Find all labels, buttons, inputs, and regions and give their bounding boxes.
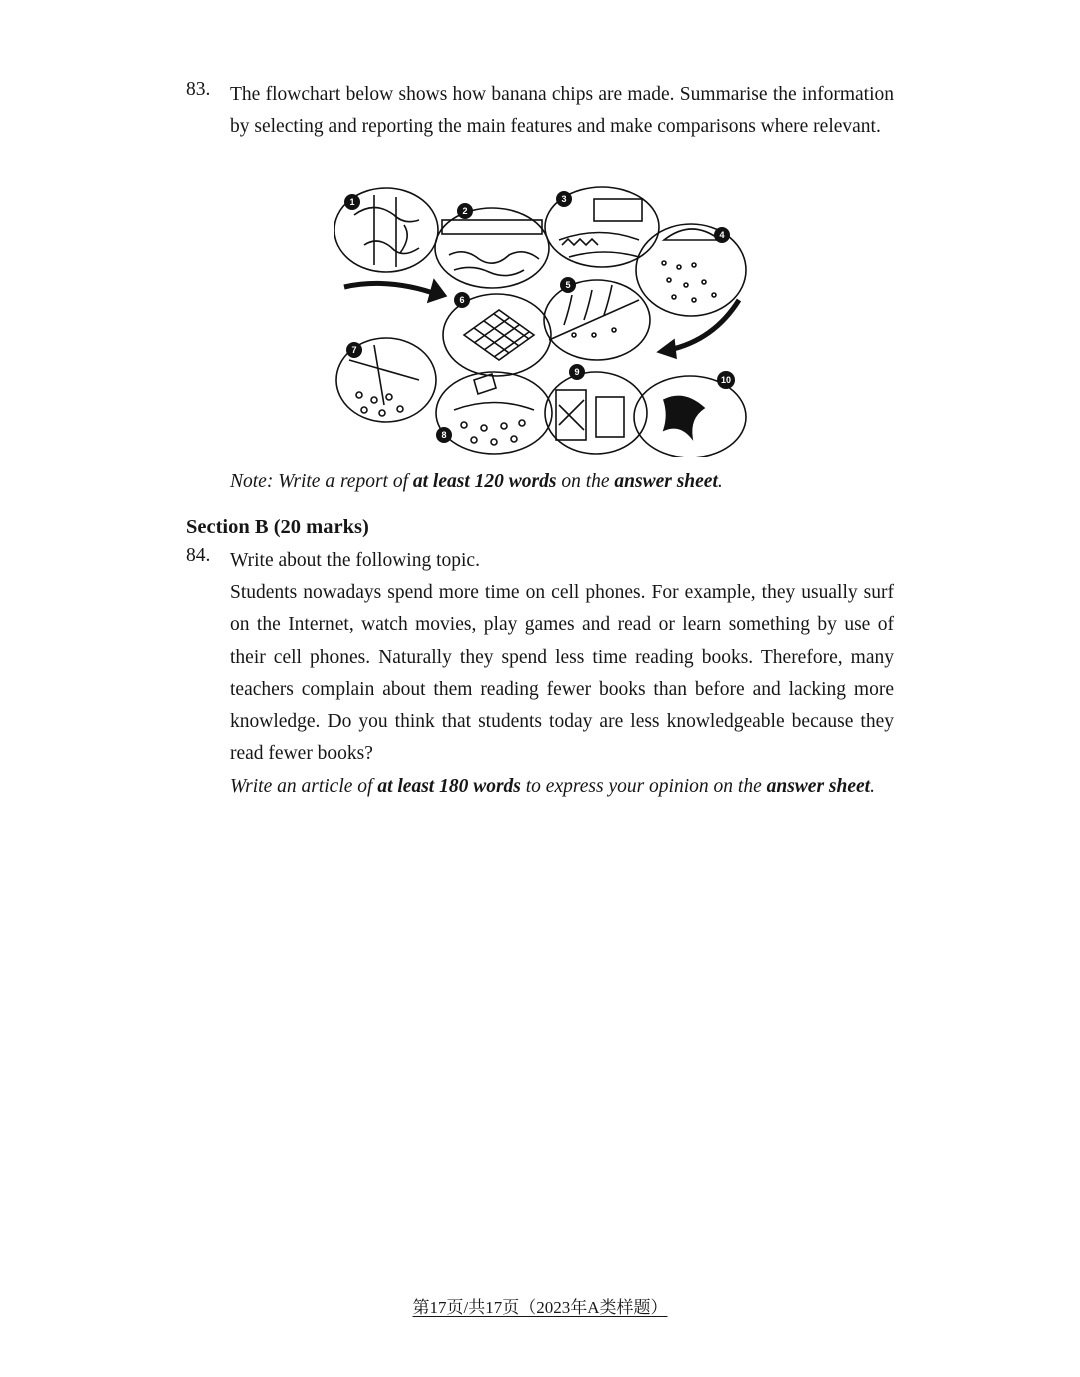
question-number: 84. xyxy=(186,545,211,566)
step-4-illustration xyxy=(636,224,746,316)
task-text: . xyxy=(870,775,875,797)
step-label: 7 xyxy=(351,345,357,355)
step-label: 8 xyxy=(441,430,447,440)
step-2-illustration xyxy=(435,208,549,288)
question-84 xyxy=(186,545,894,803)
section-b-heading: Section B (20 marks) xyxy=(186,516,369,538)
task-instruction xyxy=(230,771,894,803)
task-answer-sheet: answer sheet xyxy=(766,775,871,797)
step-label: 1 xyxy=(349,197,355,207)
question-instruction: Write about the following topic. xyxy=(230,550,480,571)
step-label: 2 xyxy=(462,206,468,216)
step-label: 4 xyxy=(719,230,725,240)
step-label: 5 xyxy=(565,280,571,290)
note-answer-sheet: answer sheet xyxy=(614,471,718,492)
step-5-illustration xyxy=(544,280,650,360)
step-label: 6 xyxy=(459,295,465,305)
page-number: 第17页/共17页（2023年A类样题） xyxy=(412,1298,668,1317)
step-9-illustration xyxy=(545,372,647,454)
step-8-illustration xyxy=(436,372,552,454)
page-footer xyxy=(0,1293,1080,1318)
task-text: Write an article of xyxy=(230,775,378,797)
step-label: 10 xyxy=(720,375,732,385)
step-label: 9 xyxy=(574,367,580,377)
note-text: Note: Write a report of xyxy=(230,471,413,492)
banana-chips-flowchart-image xyxy=(334,185,750,457)
step-label: 3 xyxy=(561,194,567,204)
note-word-count: at least 120 words xyxy=(412,471,557,492)
topic-paragraph: Students nowadays spend more time on cell phones. For example, they usually surf on the Internet, watch movies, play games and read or learn something by use of their cell phones. Naturally they spend less time reading books. Therefore, many teachers complain about them reading fewer books than before and lacking more knowledge. Do you think that students today are less knowledgeable because they read fewer books? xyxy=(230,582,894,765)
note-text: . xyxy=(717,471,723,492)
note-text: on the xyxy=(556,471,615,492)
note-instruction xyxy=(230,466,723,498)
question-83 xyxy=(186,79,894,144)
question-prompt: The flowchart below shows how banana chips are made. Summarise the information by selecting and reporting the main features and make comparisons where relevant. xyxy=(230,84,894,138)
question-number: 83. xyxy=(186,79,211,100)
task-word-count: at least 180 words xyxy=(377,775,521,797)
task-text: to express your opinion on the xyxy=(520,775,767,797)
